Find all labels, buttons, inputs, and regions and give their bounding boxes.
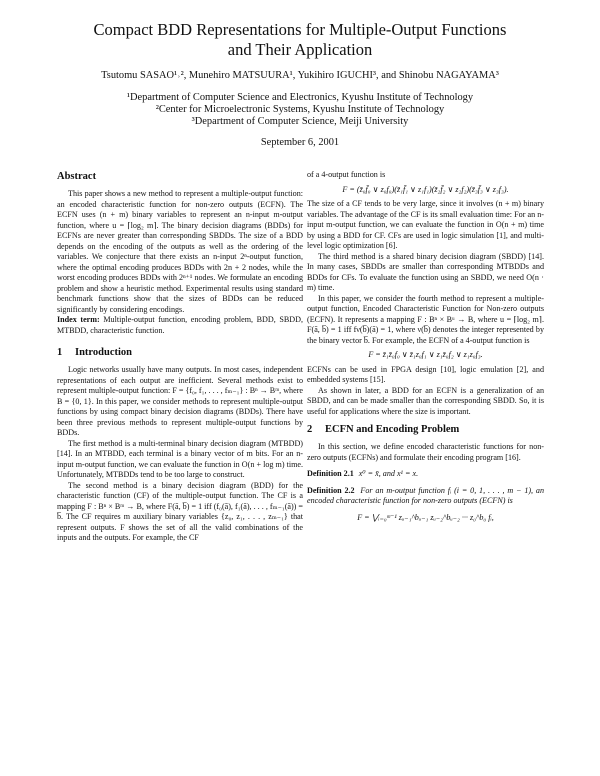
cf-paragraph: The size of a CF tends to be very large, since it involves (n + m) binary variables. The advantage of the CF is its small evaluation time: For an n-input m-output function, we can evaluate the function in O(n + m) time by using a BDD for CF. CFs are used in logic simulation [1], and multi-level logic optimization [6]. (307, 199, 544, 250)
title-line-1: Compact BDD Representations for Multiple-Output Functions (93, 20, 507, 39)
intro-paragraph-1: Logic networks usually have many outputs. In most cases, independent representations of each output are inefficient. Several methods exist to represent multiple-output function: F = {f₀, f₁, . . . , fₘ₋₁} : Bⁿ → Bᵐ, where B = {0, 1}. In this paper, we consider methods to represent multiple-output functions by using compact binary decision diagrams (BDDs). There have been three previous methods to represent multiple-output functions by BDDs. (57, 365, 303, 437)
affiliation-3: ³Department of Computer Science, Meiji University (191, 116, 409, 127)
equation-cf: F = (z̄₀f̄₀ ∨ z₀f₀)(z̄₁f̄₁ ∨ z₁f₁)(z̄₂f̄₂ ∨ z₂f₂)(z̄₃f̄₃ ∨ z₃f₃). (342, 184, 509, 194)
equation-ecfn-general: F = ⋁ᵢ₌₀ᵐ⁻¹ zᵤ₋₁^bᵤ₋₁ zᵤ₋₂^bᵤ₋₂ ··· z₀^b₀ fᵢ, (357, 512, 494, 522)
definition-2-2-label: Definition 2.2 (307, 485, 355, 495)
intro-paragraph-3: The second method is a binary decision diagram (BDD) for the characteristic function (CF) of the multiple-output function. The CF is a mapping F : Bⁿ × Bᵐ → B, where F(ā, b̅) = 1 iff (f₀(ā), f₁(ā), . . . , fₘ₋₁(ā)) = b̅. The CF requires m auxiliary binary variables {z₀, z₁, . . . , zₘ₋₁} that represent outputs. F shows the set of all the valid combinations of the inputs and the outputs. For example, the CF (57, 480, 303, 542)
definition-2-1-label: Definition 2.1 (307, 469, 354, 478)
title-line-2: and Their Application (227, 40, 373, 59)
section-1-number: 1 (57, 347, 63, 358)
abstract-heading: Abstract (57, 171, 97, 182)
section-2-intro: In this section, we define encoded characteristic functions for non-zero outputs (ECFNs) and formulate their encoding program [16]. (307, 442, 544, 462)
sbdd-paragraph: The third method is a shared binary decision diagram (SBDD) [14]. In many cases, SBDDs are smaller than corresponding MTBDDs and BDDs for CFs. To evaluate the function using an SBDD, we need O(n · m) time. (307, 251, 544, 292)
left-column (57, 170, 303, 544)
author-list: Tsutomu SASAO¹˒², Munehiro MATSUURA¹, Yukihiro IGUCHI³, and Shinobu NAGAYAMA³ (101, 70, 499, 81)
affiliation-1: ¹Department of Computer Science and Electronics, Kyushu Institute of Technology (126, 92, 474, 103)
index-terms (57, 315, 303, 336)
index-terms-text: Multiple-output function, encoding problem, BDD, SBDD, MTBDD, characteristic function. (57, 315, 303, 335)
abstract-text: This paper shows a new method to represent a multiple-output function: an encoded characteristic function for non-zero outputs (ECFN). The ECFN uses (n + m) binary variables to represent an n-input m-output function, where u = ⌈log₂ m⌉. The binary decision diagrams (BDDs) for ECFNs are never greater than corresponding SBDDs. The size of a BDD depends on the encoding of the outputs as well as the ordering of the variables. We conjecture that there exists an n-input 2ⁿ-output function, where the optimal encoding produces BDDs with 2n + 2 nodes, while the worst encoding produces BDDs with 2ⁿ⁺¹ nodes. We formulate an encoding problem and show a heuristic method. Experimental results using standard benchmark functions show that the sizes of BDDs can be reduced significantly by considering encodings. (57, 189, 303, 314)
cf-lead-text: of a 4-output function is (307, 170, 386, 179)
affiliations (0, 92, 600, 128)
intro-paragraph-2: The first method is a multi-terminal binary decision diagram (MTBDD) [14]. In an MTBDD, each terminal is a binary vector of m bits. For an n-input m-output function, we can evaluate the function in O(n + log m) time. Unfortunately, MTBDDs tend to be too large to construct. (57, 438, 303, 479)
ecfn-paragraph: In this paper, we consider the fourth method to represent a multiple-output function, Encoded Characteristic Function for Non-zero outputs (ECFN). It represents a mapping F : Bⁿ × Bᵘ → B, where u = ⌈log₂ m⌉. F(ā, b̅) = 1 iff fν(b̅)(ā) = 1, where ν(b̅) denotes the integer represented by the binary vector b̅. For example, the ECFN of a 4-output function is (307, 293, 544, 345)
equation-ecfn: F = z̄₁z̄₀f₀ ∨ z̄₁z₀f₁ ∨ z₁z̄₀f₂ ∨ z₁z₀f₃. (368, 350, 483, 359)
publication-date: September 6, 2001 (260, 137, 340, 148)
definition-2-1 (307, 469, 544, 480)
section-2-title: ECFN and Encoding Problem (325, 424, 460, 435)
ecfn-generalization-paragraph: As shown in later, a BDD for an ECFN is a generalization of an SBDD, and can be made smaller than the corresponding SBDD. So, it is useful for applications where the size is important. (307, 385, 544, 416)
section-2-number: 2 (307, 424, 313, 435)
section-1-heading (57, 346, 303, 359)
section-2-heading (307, 423, 544, 436)
affiliation-2: ²Center for Microelectronic Systems, Kyushu Institute of Technology (155, 104, 445, 115)
paper-title (0, 20, 600, 60)
definition-2-2 (307, 486, 544, 507)
ecfn-uses-paragraph: ECFNs can be used in FPGA design [10], logic emulation [2], and embedded systems [15]. (307, 364, 544, 384)
definition-2-2-text: For an m-output function fᵢ (i = 0, 1, . . . , m − 1), an encoded characteristic function for non-zero outputs (ECFN) is (307, 485, 545, 505)
index-terms-label: Index term: (57, 315, 100, 324)
definition-2-1-text: x⁰ = x̄, and x¹ = x. (358, 469, 419, 478)
right-column (307, 170, 544, 523)
section-1-title: Introduction (75, 347, 132, 358)
